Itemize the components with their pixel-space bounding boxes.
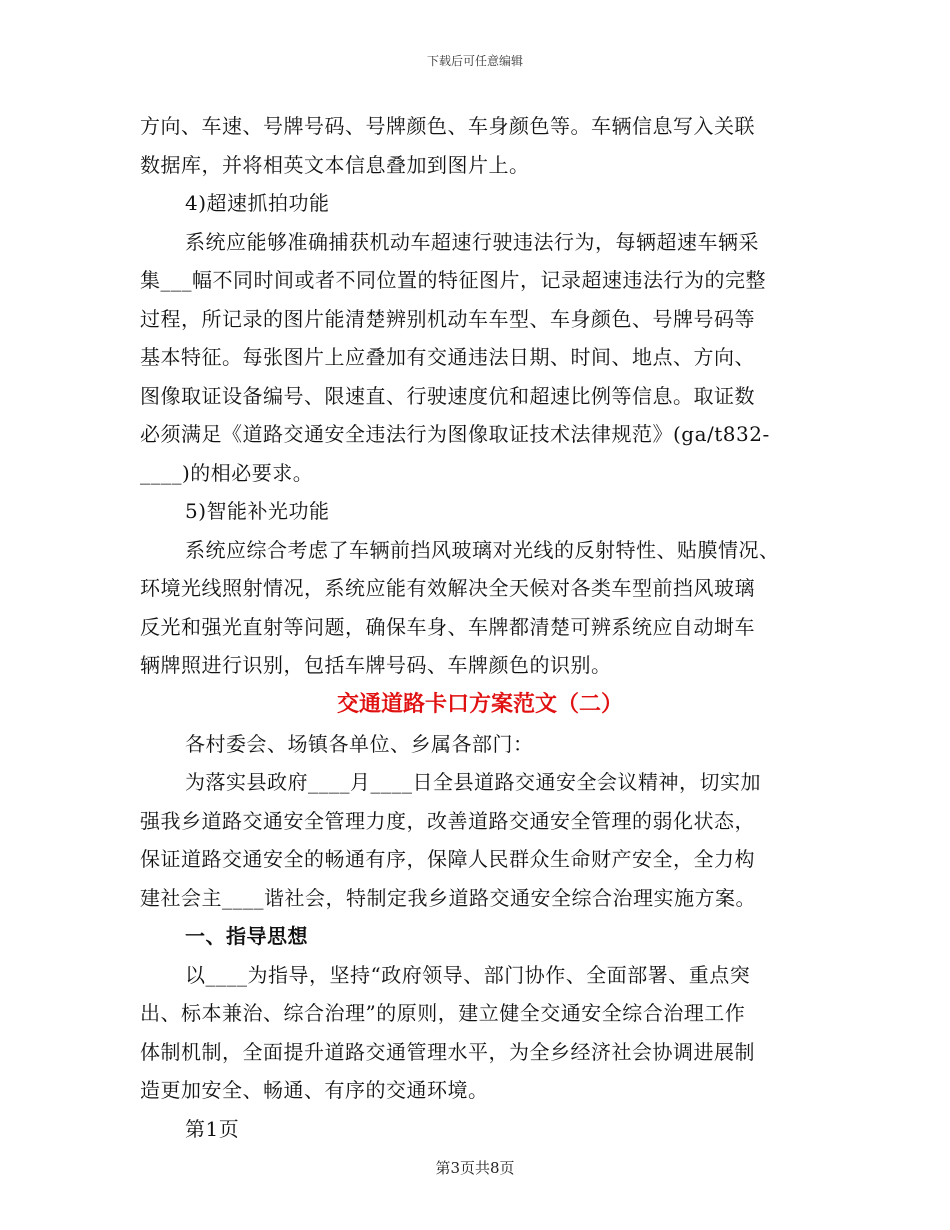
text-line: 集___幅不同时间或者不同位置的特征图片，记录超速违法行为的完整 [140,268,766,292]
text-line: 保证道路交通安全的畅通有序，保障人民群众生命财产安全，全力构 [140,847,755,871]
text-line: 5)智能补光功能 [185,499,330,523]
text-line: 辆牌照进行识别，包括车牌号码、车牌颜色的识别。 [140,653,612,677]
text-line: 系统应综合考虑了车辆前挡风玻璃对光线的反射特性、贴膜情况、 [185,537,780,562]
page-header: 下载后可任意编辑 [426,54,523,68]
text-line: 以____为指导，坚持“政府领导、部门协作、全面部署、重点突 [185,962,751,987]
text-line: 基本特征。每张图片上应叠加有交通违法日期、时间、地点、方向、 [140,345,755,369]
page-footer: 第3页共8页 [435,1159,515,1177]
text-line: 过程，所记录的图片能清楚辨别机动车车型、车身颜色、号牌号码等 [140,306,755,331]
paragraph-block-1 [140,107,820,685]
text-line: 环境光线照射情况，系统应能有效解决全天候对各类车型前挡风玻璃 [140,576,755,600]
text-line: 强我乡道路交通安全管理力度，改善道路交通安全管理的弱化状态， [140,808,755,833]
text-line: 方向、车速、号牌号码、号牌颜色、车身颜色等。车辆信息写入关联 [140,114,755,138]
text-line: 造更加安全、畅通、有序的交通环境。 [140,1078,489,1102]
text-line: 各村委会、场镇各单位、乡属各部门： [185,731,534,756]
text-line: 出、标本兼治、综合治理”的原则，建立健全交通安全综合治理工作 [140,1001,746,1025]
document-body [140,107,820,1148]
text-line: 4)超速抓拍功能 [185,191,330,215]
text-line: 第1页 [185,1116,240,1141]
text-line: 系统应能够准确捕获机动车超速行驶违法行为，每辆超速车辆采 [185,229,759,254]
section-title: 交通道路卡口方案范文（二） [336,691,623,717]
text-line: 反光和强光直射等问题，确保车身、车牌都清楚可辨系统应自动埘车 [140,614,755,639]
text-line: 一、指导思想 [185,924,308,948]
text-line: 为落实县政府____月____日全县道路交通安全会议精神，切实加 [185,770,761,794]
paragraph-block-2 [140,725,820,1149]
text-line: 体制机制，全面提升道路交通管理水平，为全乡经济社会协调进展制 [140,1039,755,1064]
text-line: 建社会主____谐社会，特制定我乡道路交通安全综合治理实施方案。 [140,885,756,910]
text-line: 必须满足《道路交通安全违法行为图像取证技术法律规范》(ga/t832- [140,422,770,446]
text-line: ____)的相必要求。 [140,460,314,485]
text-line: 数据库，并将相英文本信息叠加到图片上。 [140,152,530,177]
text-line: 图像取证设备编号、限速直、行驶速度伉和超速比例等信息。取证数 [140,383,755,408]
